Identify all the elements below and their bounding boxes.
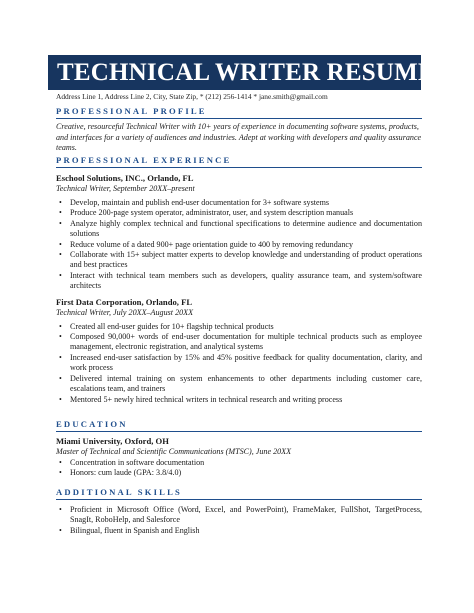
skills-heading: ADDITIONAL SKILLS: [56, 487, 422, 500]
list-item: • Concentration in software documentation: [70, 458, 422, 468]
school-name: Miami University, Oxford, OH: [56, 436, 169, 446]
list-item: • Collaborate with 15+ subject matter experts to develop knowledge and understanding of product operations and best practices: [70, 250, 422, 271]
list-item: • Created all end-user guides for 10+ flagship technical products: [70, 322, 422, 332]
job-company: Eschool Solutions, INC., Orlando, FL: [56, 173, 194, 183]
job-role: Technical Writer, September 20XX–present: [56, 184, 195, 193]
education-bullets: [56, 458, 422, 479]
job-bullets: [56, 322, 422, 405]
list-item: • Interact with technical team members such as developers, quality assurance team, and system/software architects: [70, 271, 422, 292]
list-item: • Develop, maintain and publish end-user documentation for 3+ software systems: [70, 198, 422, 208]
job-role: Technical Writer, July 20XX–August 20XX: [56, 307, 194, 317]
list-item: • Bilingual, fluent in Spanish and English: [70, 526, 422, 536]
job-bullets: [56, 198, 422, 292]
profile-section: [56, 106, 422, 154]
experience-section: [56, 155, 422, 405]
list-item: • Analyze highly complex technical and functional specifications to determine audience and documentation solutions: [70, 219, 422, 240]
education-heading: EDUCATION: [56, 419, 422, 432]
list-item: • Delivered internal training on system enhancements to other departments including customer care, escalations team, and trainers: [70, 374, 422, 395]
contact-line: Address Line 1, Address Line 2, City, State Zip, * (212) 256-1414 * jane.smith@gmail.com: [56, 92, 328, 101]
job-company: First Data Corporation, Orlando, FL: [56, 296, 193, 307]
list-item: • Mentored 5+ newly hired technical writers in technical research and writing process: [70, 395, 422, 405]
list-item: • Honors: cum laude (GPA: 3.8/4.0): [70, 468, 422, 478]
profile-text: Creative, resourceful Technical Writer with 10+ years of experience in documenting software systems, products, and interfaces for a variety of audiences and industries. Adept at working with developers and quality assurance teams.: [56, 122, 422, 153]
list-item: • Increased end-user satisfaction by 15% and 45% positive feedback for quality documentation, clarity, and work process: [70, 353, 422, 374]
list-item: • Composed 90,000+ words of end-user documentation for multiple technical products such as employee management, electronic registration, and analytical systems: [70, 332, 422, 353]
education-section: [56, 419, 422, 479]
list-item: • Produce 200-page system operator, administrator, user, and system description manuals: [70, 208, 422, 218]
degree: Master of Technical and Scientific Communications (MTSC), June 20XX: [56, 447, 292, 456]
experience-heading: PROFESSIONAL EXPERIENCE: [56, 155, 422, 168]
resume-title: TECHNICAL WRITER RESUME: [57, 59, 435, 86]
skills-section: [56, 487, 422, 536]
list-item: • Proficient in Microsoft Office (Word, Excel, and PowerPoint), FrameMaker, FullShot, TargetProcess, SnagIt, RoboHelp, and Salesforce: [70, 505, 422, 526]
list-item: • Reduce volume of a dated 900+ page orientation guide to 400 by removing redundancy: [70, 240, 422, 250]
profile-heading: PROFESSIONAL PROFILE: [56, 106, 422, 119]
title-banner: [48, 55, 435, 90]
skills-bullets: [56, 505, 422, 536]
